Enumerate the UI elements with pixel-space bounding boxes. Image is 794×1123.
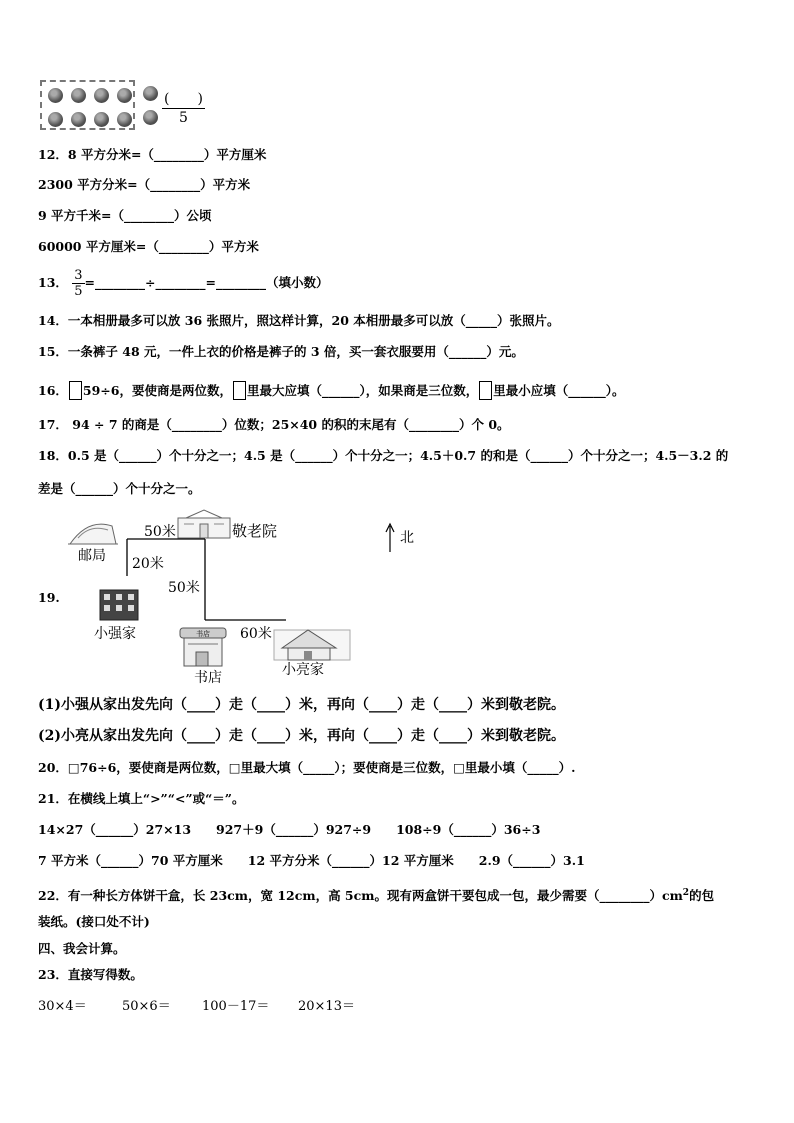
distance-50m-mid: 50米 — [168, 580, 200, 596]
q13-line[interactable] — [38, 268, 328, 299]
q20-line[interactable]: 20．□76÷6，要使商是两位数，□里最大填（_____）；要使商是三位数，□里最小填（_____）. — [38, 760, 576, 775]
q13-rest[interactable]: =________÷________=________（填小数） — [84, 275, 329, 290]
blank-box-icon[interactable] — [479, 381, 492, 400]
counter-dot — [117, 88, 132, 103]
counter-dot — [94, 88, 109, 103]
label-bookstore: 书店 — [194, 670, 222, 686]
q21-row2[interactable]: 7 平方米（______）70 平方厘米 12 平方分米（______）12 平方厘米 2.9（______）3.1 — [38, 853, 585, 868]
q22-line2: 装纸。(接口处不计) — [38, 914, 150, 929]
q23-item[interactable]: 50×6＝ — [122, 999, 171, 1014]
label-nursing-home: 敬老院 — [232, 522, 278, 540]
q19-number: 19. — [38, 590, 60, 605]
blank-box-icon[interactable] — [233, 381, 246, 400]
q13-number: 13． — [38, 275, 68, 290]
q16-part1: 59÷6，要使商是两位数， — [82, 383, 232, 398]
q16-number: 16． — [38, 383, 68, 398]
counters-box — [40, 80, 135, 130]
q15-line[interactable]: 15．一条裤子 48 元，一件上衣的价格是裤子的 3 倍，买一套衣服要用（______）元。 — [38, 344, 524, 359]
counter-dot — [94, 112, 109, 127]
q13-numerator: 3 — [74, 268, 83, 283]
q12-line1[interactable]: 12．8 平方分米=（________）平方厘米 — [38, 147, 267, 162]
q21-row1[interactable]: 14×27（______）27×13 927＋9（______）927÷9 108÷9（______）36÷3 — [38, 822, 541, 837]
counter-dot — [143, 86, 158, 101]
q12-line3[interactable]: 9 平方千米=（________）公顷 — [38, 208, 212, 223]
distance-50m-top: 50米 — [144, 524, 176, 540]
counter-dot — [117, 112, 132, 127]
counter-dot — [71, 88, 86, 103]
q16-part3: 里最小应填（______）。 — [493, 383, 625, 398]
q12-line2[interactable]: 2300 平方分米=（________）平方米 — [38, 177, 251, 192]
distance-60m: 60米 — [240, 626, 272, 642]
q23-items[interactable] — [38, 999, 378, 1015]
q16-line[interactable] — [38, 381, 625, 400]
q18-line2[interactable]: 差是（______）个十分之一。 — [38, 481, 201, 496]
q11-numerator[interactable]: ( ) — [164, 91, 203, 107]
q19-map — [60, 508, 440, 688]
distance-20m: 20米 — [132, 556, 164, 572]
q19-sub2[interactable]: (2)小亮从家出发先向（____）走（____）米，再向（____）走（____）米到敬老院。 — [38, 728, 565, 744]
q13-fraction — [72, 268, 84, 299]
counter-dot — [48, 88, 63, 103]
q22-text-end: 的包 — [689, 888, 715, 904]
q22-text[interactable]: 22．有一种长方体饼干盒，长 23cm，宽 12cm，高 5cm。现有两盒饼干要包成一包，最少需要（________）cm — [38, 888, 683, 904]
counter-dot — [71, 112, 86, 127]
xiaoqiang-home-icon — [100, 590, 138, 620]
q12-line4[interactable]: 60000 平方厘米=（________）平方米 — [38, 239, 259, 254]
q11-denominator: 5 — [179, 110, 188, 126]
q17-line[interactable]: 17． 94 ÷ 7 的商是（________）位数；25×40 的积的末尾有（________）个 0。 — [38, 417, 510, 432]
q22-superscript: 2 — [682, 888, 690, 898]
q22-line1[interactable] — [38, 885, 714, 904]
q23-item[interactable]: 100－17＝ — [202, 999, 270, 1014]
blank-box-icon[interactable] — [69, 381, 82, 400]
xiaoliang-home-icon — [274, 630, 350, 660]
label-post-office: 邮局 — [78, 548, 106, 564]
q11-fraction — [162, 90, 205, 127]
nursing-home-icon — [178, 510, 230, 538]
bookstore-sign: 书店 — [196, 630, 210, 638]
q23-title: 23．直接写得数。 — [38, 967, 143, 982]
label-xiaoliang-home: 小亮家 — [282, 662, 324, 678]
counter-dot — [48, 112, 63, 127]
counter-dot — [143, 110, 158, 125]
q23-item[interactable]: 30×4＝ — [38, 999, 87, 1014]
label-north: 北 — [400, 530, 414, 546]
section-4-heading: 四、我会计算。 — [38, 941, 126, 956]
post-office-icon — [68, 524, 118, 544]
q13-denominator: 5 — [74, 284, 83, 299]
q19-sub1[interactable]: (1)小强从家出发先向（____）走（____）米，再向（____）走（____）米到敬老院。 — [38, 697, 565, 713]
q14-line[interactable]: 14．一本相册最多可以放 36 张照片，照这样计算，20 本相册最多可以放（_____）张照片。 — [38, 313, 560, 328]
q16-part2: 里最大应填（______），如果商是三位数， — [246, 383, 479, 398]
q21-title: 21．在横线上填上“>”“<”或“＝”。 — [38, 791, 245, 806]
q18-line1[interactable]: 18．0.5 是（______）个十分之一；4.5 是（______）个十分之一；4.5＋0.7 的和是（______）个十分之一；4.5－3.2 的 — [38, 448, 729, 463]
label-xiaoqiang-home: 小强家 — [94, 626, 136, 642]
q23-item[interactable]: 20×13＝ — [298, 999, 355, 1014]
